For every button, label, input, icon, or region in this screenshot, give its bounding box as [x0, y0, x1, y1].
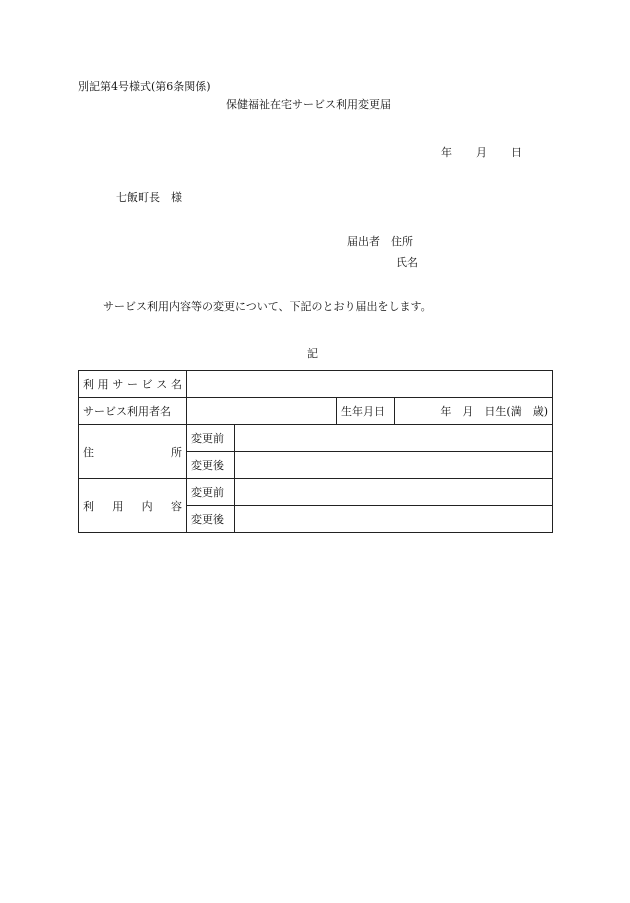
form-table — [78, 370, 553, 533]
birthdate-field[interactable]: 年 月 日生(満 歳) — [395, 398, 553, 425]
address-label: 住 所 — [79, 425, 187, 479]
date-line — [441, 146, 522, 160]
content-after-label: 変更後 — [187, 506, 235, 533]
address-after-field[interactable] — [235, 452, 553, 479]
ki-heading: 記 — [307, 347, 318, 360]
table-row — [79, 479, 553, 506]
date-month: 月 — [476, 146, 487, 159]
table-row — [79, 398, 553, 425]
addressee: 七飯町長 様 — [116, 191, 182, 204]
statement-text: サービス利用内容等の変更について、下記のとおり届出をします。 — [103, 300, 432, 313]
address-after-label: 変更後 — [187, 452, 235, 479]
date-year: 年 — [441, 146, 452, 159]
address-before-label: 変更前 — [187, 425, 235, 452]
content-after-field[interactable] — [235, 506, 553, 533]
date-day: 日 — [511, 146, 522, 159]
birthdate-label: 生年月日 — [337, 398, 395, 425]
table-row — [79, 371, 553, 398]
service-name-label: 利 用 サ ー ビ ス 名 — [79, 371, 187, 398]
user-name-label: サービス利用者名 — [79, 398, 187, 425]
applicant-name-label: 氏名 — [396, 256, 418, 269]
applicant-address-label: 届出者 住所 — [347, 235, 413, 248]
content-label: 利 用 内 容 — [79, 479, 187, 533]
user-name-field[interactable] — [187, 398, 337, 425]
content-before-field[interactable] — [235, 479, 553, 506]
form-number-label: 別記第4号様式(第6条関係) — [78, 80, 211, 93]
table-row — [79, 425, 553, 452]
address-before-field[interactable] — [235, 425, 553, 452]
document-title: 保健福祉在宅サービス利用変更届 — [226, 98, 391, 111]
service-name-field[interactable] — [187, 371, 553, 398]
content-before-label: 変更前 — [187, 479, 235, 506]
